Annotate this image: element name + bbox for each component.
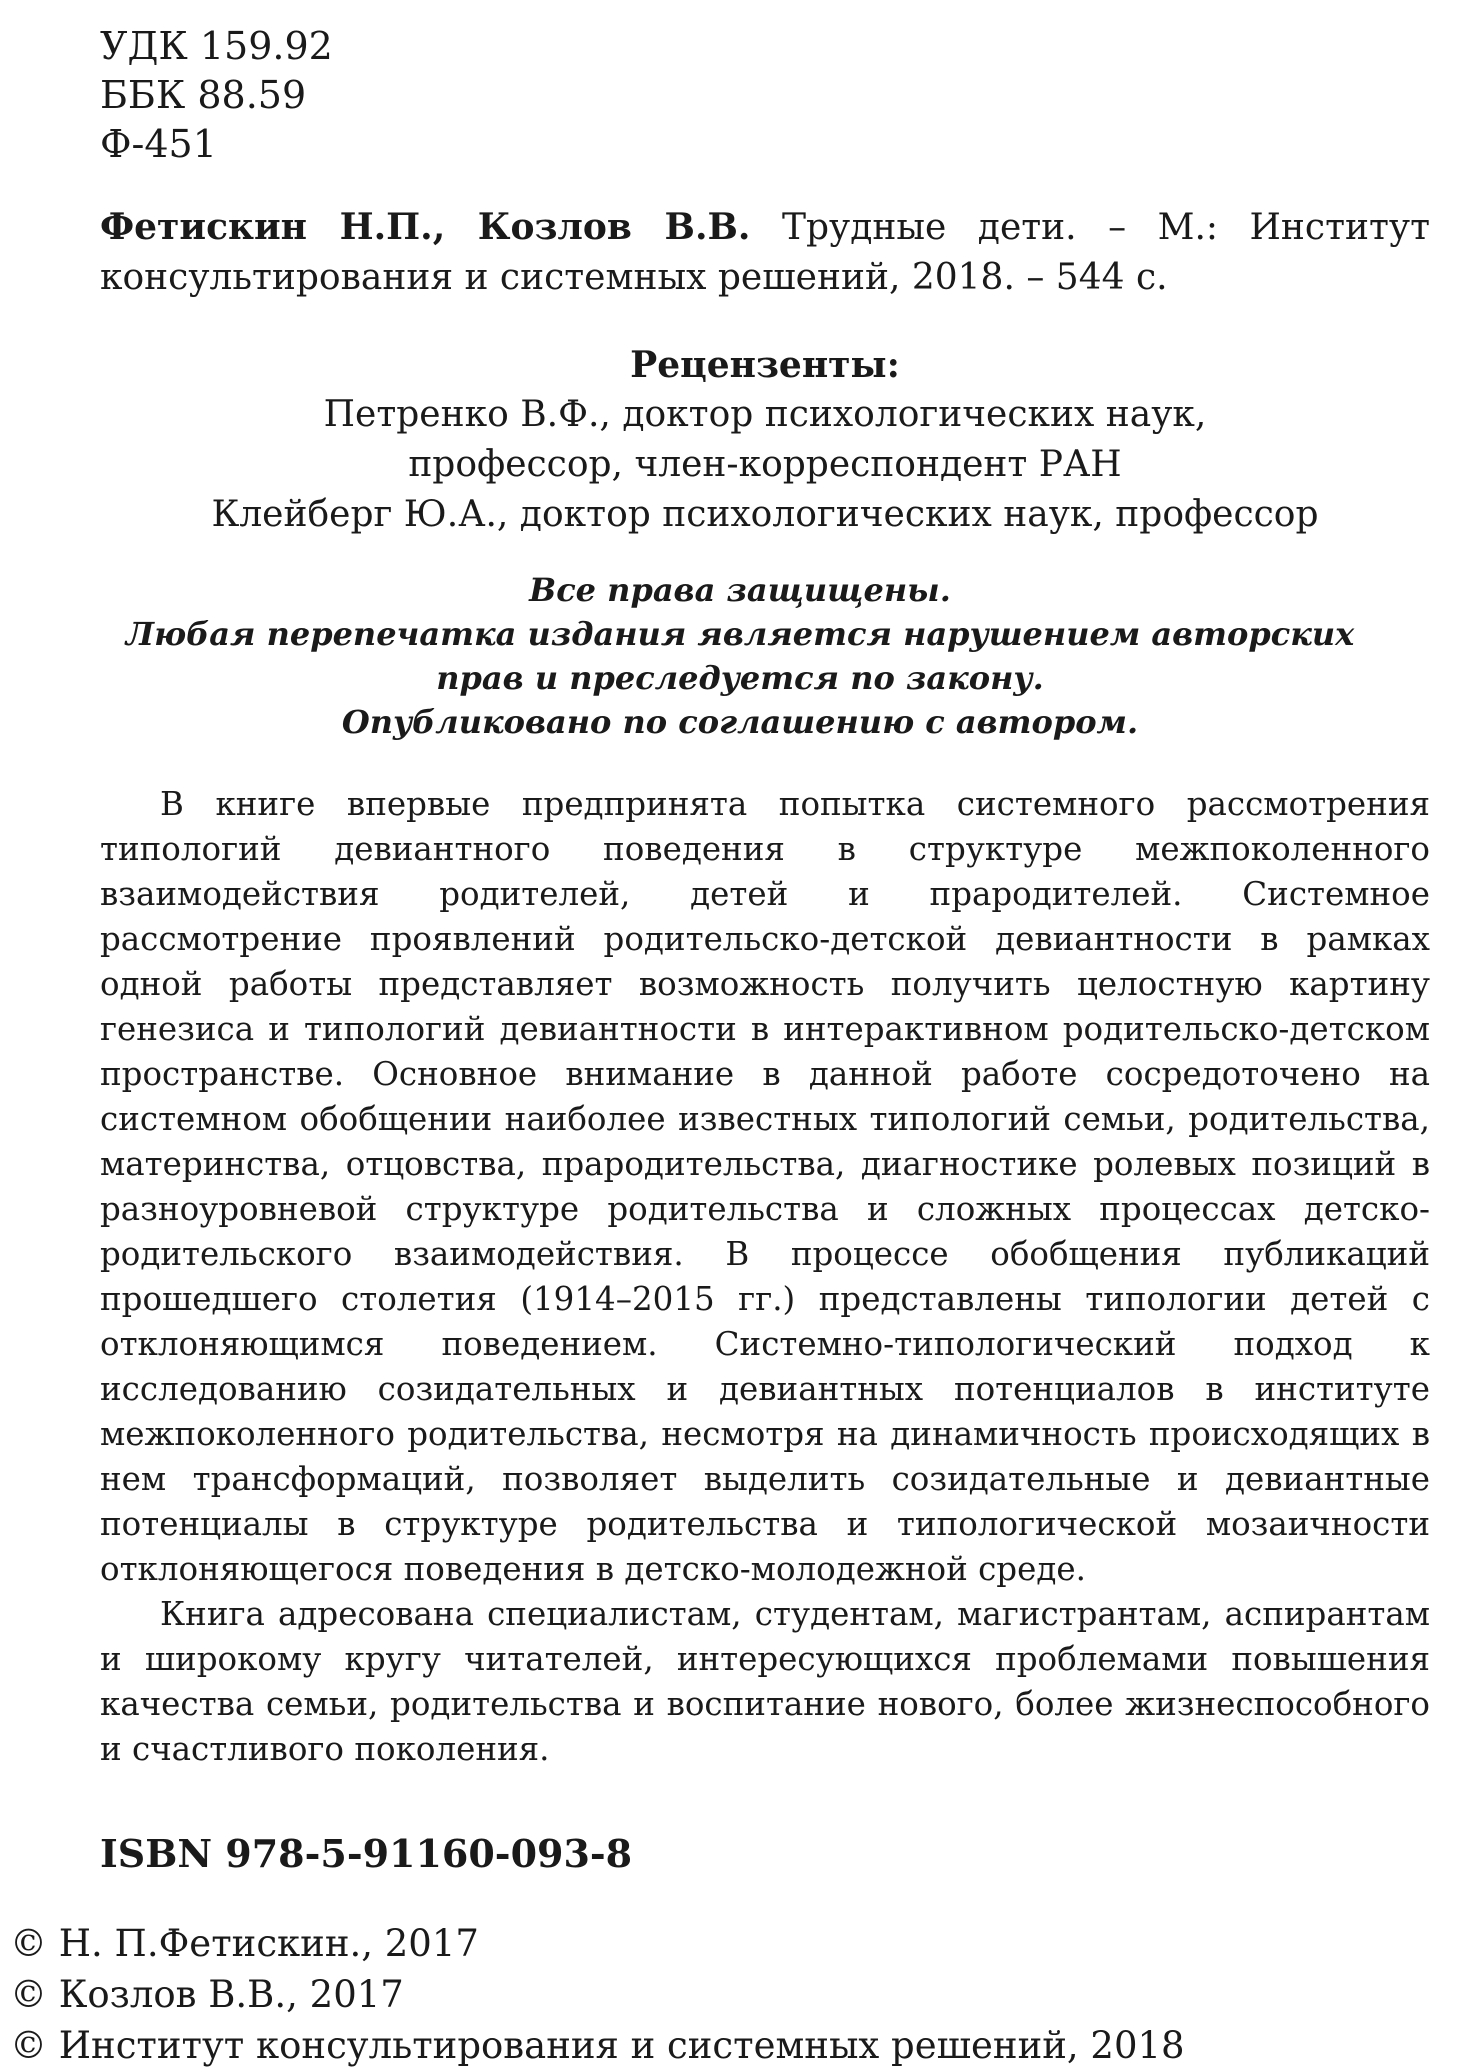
author-mark: Ф-451 (100, 122, 217, 166)
classification-codes (100, 22, 333, 169)
copyright-line: © Институт консультирования и системных решений, 2018 (10, 2024, 1185, 2067)
reviewer-line: профессор, член-корреспондент РАН (408, 444, 1122, 485)
copyright-line: © Козлов В.В., 2017 (10, 1973, 404, 2016)
rights-line: Все права защищены. (529, 571, 951, 609)
udk-code: УДК 159.92 (100, 24, 333, 68)
reviewers-block (100, 340, 1430, 540)
annotation-paragraph: В книге впервые предпринята попытка системного рассмотрения типологий девиантного поведения в структуре межпоколенного взаимодействия родителей, детей и прародителей. Системное рассмотрение проявлений родительско-детской девиантности в рамках одной работы представляет возможность получить целостную картину генезиса и типологий девиантности в интерактивном родительско-детском пространстве. Основное внимание в данной работе сосредоточено на системном обобщении наиболее известных типологий семьи, родительства, материнства, отцовства, прародительства, диагностике ролевых позиций в разноуровневой структуре родительства и сложных процессах детско-родительского взаимодействия. В процессе обобщения публикаций прошедшего столетия (1914–2015 гг.) представлены типологии детей с отклоняющимся поведением. Системно-типологический подход к исследованию созидательных и девиантных потенциалов в институте межпоколенного родительства, несмотря на динамичность происходящих в нем трансформаций, позволяет выделить созидательные и девиантные потенциалы в структуре родительства и типологической мозаичности отклоняющегося поведения в детско-молодежной среде. (100, 785, 1430, 1588)
reviewers-heading: Рецензенты: (630, 344, 900, 386)
annotation (100, 782, 1430, 1772)
citation-text: Трудные дети. – М.: Институт консультирования и системных решений, 2018. – 544 с. (100, 207, 1430, 298)
rights-line: прав и преследуется по закону. (436, 659, 1044, 697)
bibliographic-citation (100, 202, 1430, 303)
isbn: ISBN 978-5-91160-093-8 (100, 1831, 633, 1876)
rights-line: Любая перепечатка издания является нарушением авторских (125, 615, 1355, 653)
reviewer-line: Петренко В.Ф., доктор психологических наук, (323, 394, 1207, 435)
rights-notice (50, 568, 1430, 744)
copyright-line: © Н. П.Фетискин., 2017 (10, 1922, 479, 1965)
rights-line: Опубликовано по соглашению с автором. (341, 703, 1139, 741)
annotation-paragraph: Книга адресована специалистам, студентам, магистрантам, аспирантам и широкому кругу читателей, интересующихся проблемами повышения качества семьи, родительства и воспитание нового, более жизнеспособного и счастливого поколения. (100, 1595, 1430, 1768)
copyright-block (10, 1918, 1185, 2071)
bbk-code: ББК 88.59 (100, 73, 307, 117)
citation-authors: Фетискин Н.П., Козлов В.В. (100, 206, 751, 248)
reviewer-line: Клейберг Ю.А., доктор психологических наук, профессор (211, 494, 1319, 535)
